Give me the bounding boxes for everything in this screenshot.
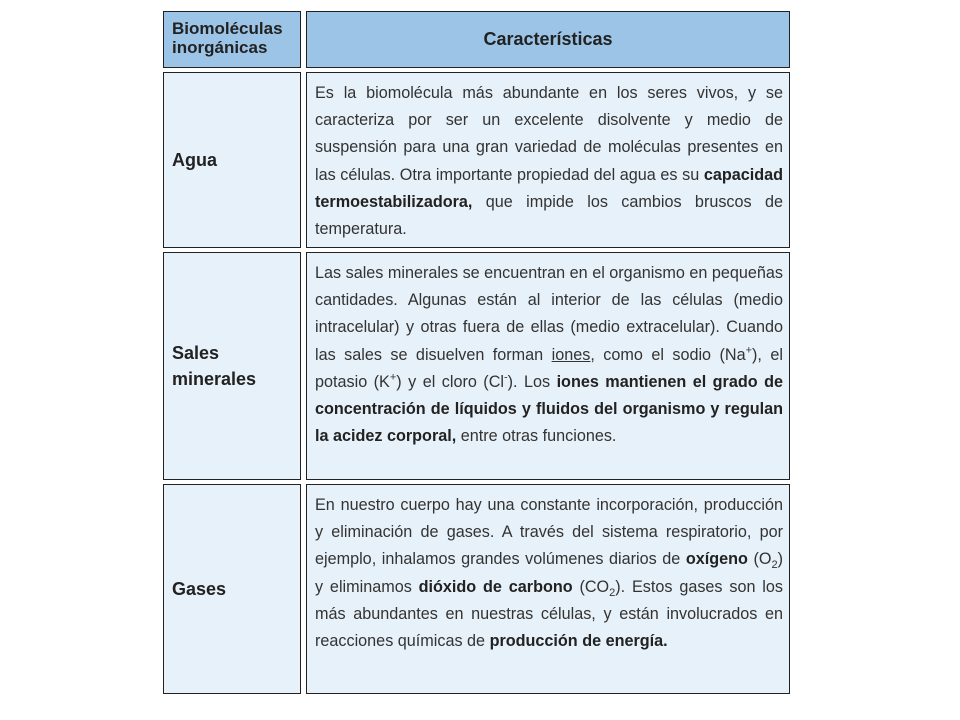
row-description-cell (306, 484, 790, 694)
biomolecules-table (163, 11, 790, 698)
table-row-agua (163, 72, 790, 248)
row-label-cell (163, 72, 301, 248)
row-label: Sales minerales (172, 343, 257, 389)
row-label: Agua (172, 150, 217, 170)
row-description: En nuestro cuerpo hay una constante incorporación, producción y eliminación de gases. A través del sistema respiratorio, por ejemplo, inhalamos grandes volúmenes diarios de oxígeno $(O_2)$ y eliminamos dióxido de carbono $(CO_2)$. Estos gases son los más abundantes en nuestras células, y están involucrados en reacciones químicas de producción de energía. (315, 496, 783, 651)
table-row-sales-minerales (163, 252, 790, 480)
row-description: Es la biomolécula más abundante en los seres vivos, y se caracteriza por ser un excelente disolvente y medio de suspensión para una gran variedad de moléculas presentes en las células. Otra importante propiedad del agua es su capacidad termoestabilizadora, que impide los cambios bruscos de temperatura. (315, 84, 783, 239)
table-row-gases (163, 484, 790, 694)
row-label: Gases (172, 579, 227, 599)
row-label-cell (163, 252, 301, 480)
row-label-cell (163, 484, 301, 694)
row-description: Las sales minerales se encuentran en el organismo en pequeñas cantidades. Algunas están al interior de las células (medio intracelular) y otras fuera de ellas (medio extracelular). Cuando las sales se disuelven forman iones, como el sodio (Na+), el potasio (K+) y el cloro (Cl-). Los iones mantienen el grado de concentración de líquidos y fluidos del organismo y regulan la acidez corporal, entre otras funciones. (315, 264, 783, 446)
row-description-cell (306, 72, 790, 248)
header-biomoleculas: Biomoléculas inorgánicas (163, 11, 301, 68)
header-caracteristicas: Características (306, 11, 790, 68)
table-header-row (163, 11, 790, 68)
row-description-cell (306, 252, 790, 480)
